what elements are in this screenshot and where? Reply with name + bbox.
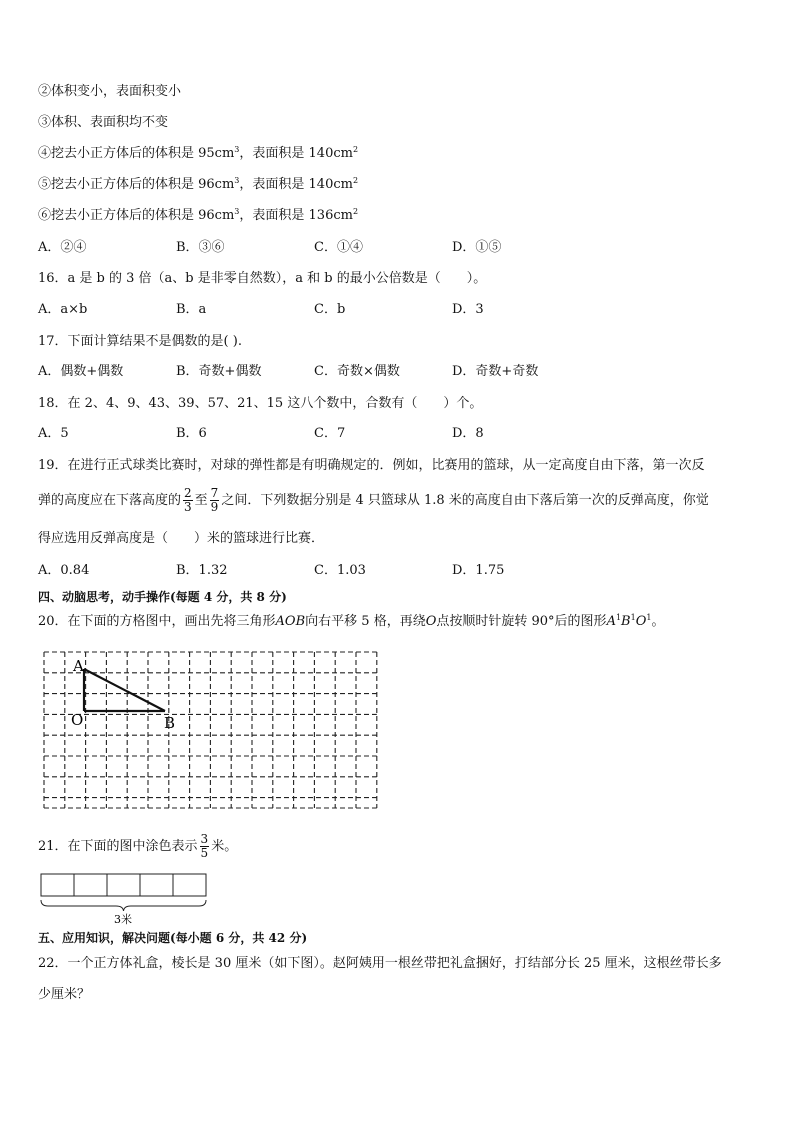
q20-grid-figure [40,648,382,814]
q19-fraction-2: $\frac{7}{9}$ [210,486,219,514]
q19-option-d: D．1.75 [452,563,505,578]
q16-text: 16．a 是 b 的 3 倍（a、b 是非零自然数），a 和 b 的最小公倍数是（ ）。 [38,271,487,286]
q17-option-c: C．奇数×偶数 [314,364,400,379]
q19-line-1: 19．在进行正式球类比赛时，对球的弹性都是有明确规定的．例如，比赛用的篮球，从一定高度自由下落，第一次反 [38,458,705,473]
q16-option-d: D．3 [452,302,484,317]
q16-option-a: A．a×b [38,302,88,317]
q19-option-a: A．0.84 [38,563,90,578]
q15-statement-6: ⑥挖去小正方体后的体积是 $96cm^3$，表面积是 $136cm^2$ [38,207,359,223]
q17-option-b: B．奇数+偶数 [176,364,262,379]
q19-line-3: 得应选用反弹高度是（ ）米的篮球进行比赛． [38,531,325,546]
q15-option-a: A．②④ [38,240,87,255]
bar-cell-2 [74,874,107,896]
bar-cell-1 [41,874,74,896]
triangle-label-o: O [71,711,84,729]
q19-option-c: C．1.03 [314,563,366,578]
q16-option-b: B．a [176,302,207,317]
q15-statement-3: ③体积、表面积均不变 [38,115,169,130]
q15-option-c: C．①④ [314,240,363,255]
triangle-side-ab [84,669,165,711]
q15-option-d: D．①⑤ [452,240,502,255]
q16-option-c: C．b [314,302,346,317]
bar-length-label: 3米 [114,913,132,926]
q17-option-a: A．偶数+偶数 [38,364,124,379]
section-4-title: 四、动脑思考，动手操作(每题 4 分，共 8 分) [38,590,287,604]
q19-fraction-1: $\frac{2}{3}$ [184,486,192,514]
q22-line-2: 少厘米？ [38,987,91,1002]
section-5-title: 五、应用知识，解决问题(每小题 6 分，共 42 分) [38,931,308,945]
bar-cell-3 [107,874,140,896]
q18-option-c: C．7 [314,426,346,441]
q21-text: 21．在下面的图中涂色表示 $\frac{3}{5}$ 米。 [38,832,238,860]
q18-text: 18．在 2、4、9、43、39、57、21、15 这八个数中，合数有（ ）个。 [38,396,483,411]
q19-option-b: B．1.32 [176,563,228,578]
q18-option-b: B．6 [176,426,207,441]
bar-cell-4 [140,874,173,896]
q21-bar-figure [38,868,213,926]
q19-line-2: 弹的高度应在下落高度的 $\frac{2}{3}$ 至 $\frac{7}{9}$ 之间．下列数据分别是 4 只篮球从 1.8 米的高度自由下落后第一次的反弹高度，你觉 [38,486,709,514]
q18-option-a: A．5 [38,426,69,441]
q17-option-d: D．奇数+奇数 [452,364,539,379]
triangle-label-b: B [164,714,176,732]
q18-option-d: D．8 [452,426,484,441]
q15-statement-5: ⑤挖去小正方体后的体积是 $96cm^3$，表面积是 $140cm^2$ [38,176,359,192]
q21-fraction: $\frac{3}{5}$ [200,832,209,860]
triangle-label-a: A [73,657,84,675]
q22-line-1: 22．一个正方体礼盒，棱长是 30 厘米（如下图）。赵阿姨用一根丝带把礼盒捆好，打结部分长 25 厘米，这根丝带长多 [38,956,722,971]
q15-statement-2: ②体积变小，表面积变小 [38,84,182,99]
q17-text: 17．下面计算结果不是偶数的是( ). [38,334,242,349]
q15-option-b: B．③⑥ [176,240,225,255]
bar-brace [41,900,206,911]
q15-statement-4: ④挖去小正方体后的体积是 $95cm^3$，表面积是 $140cm^2$ [38,145,359,161]
bar-cell-5 [173,874,206,896]
q20-text: 20．在下面的方格图中，画出先将三角形AOB向右平移 5 格，再绕O点按顺时针旋转 90°后的图形$A^1B^1O^1$。 [38,613,665,629]
